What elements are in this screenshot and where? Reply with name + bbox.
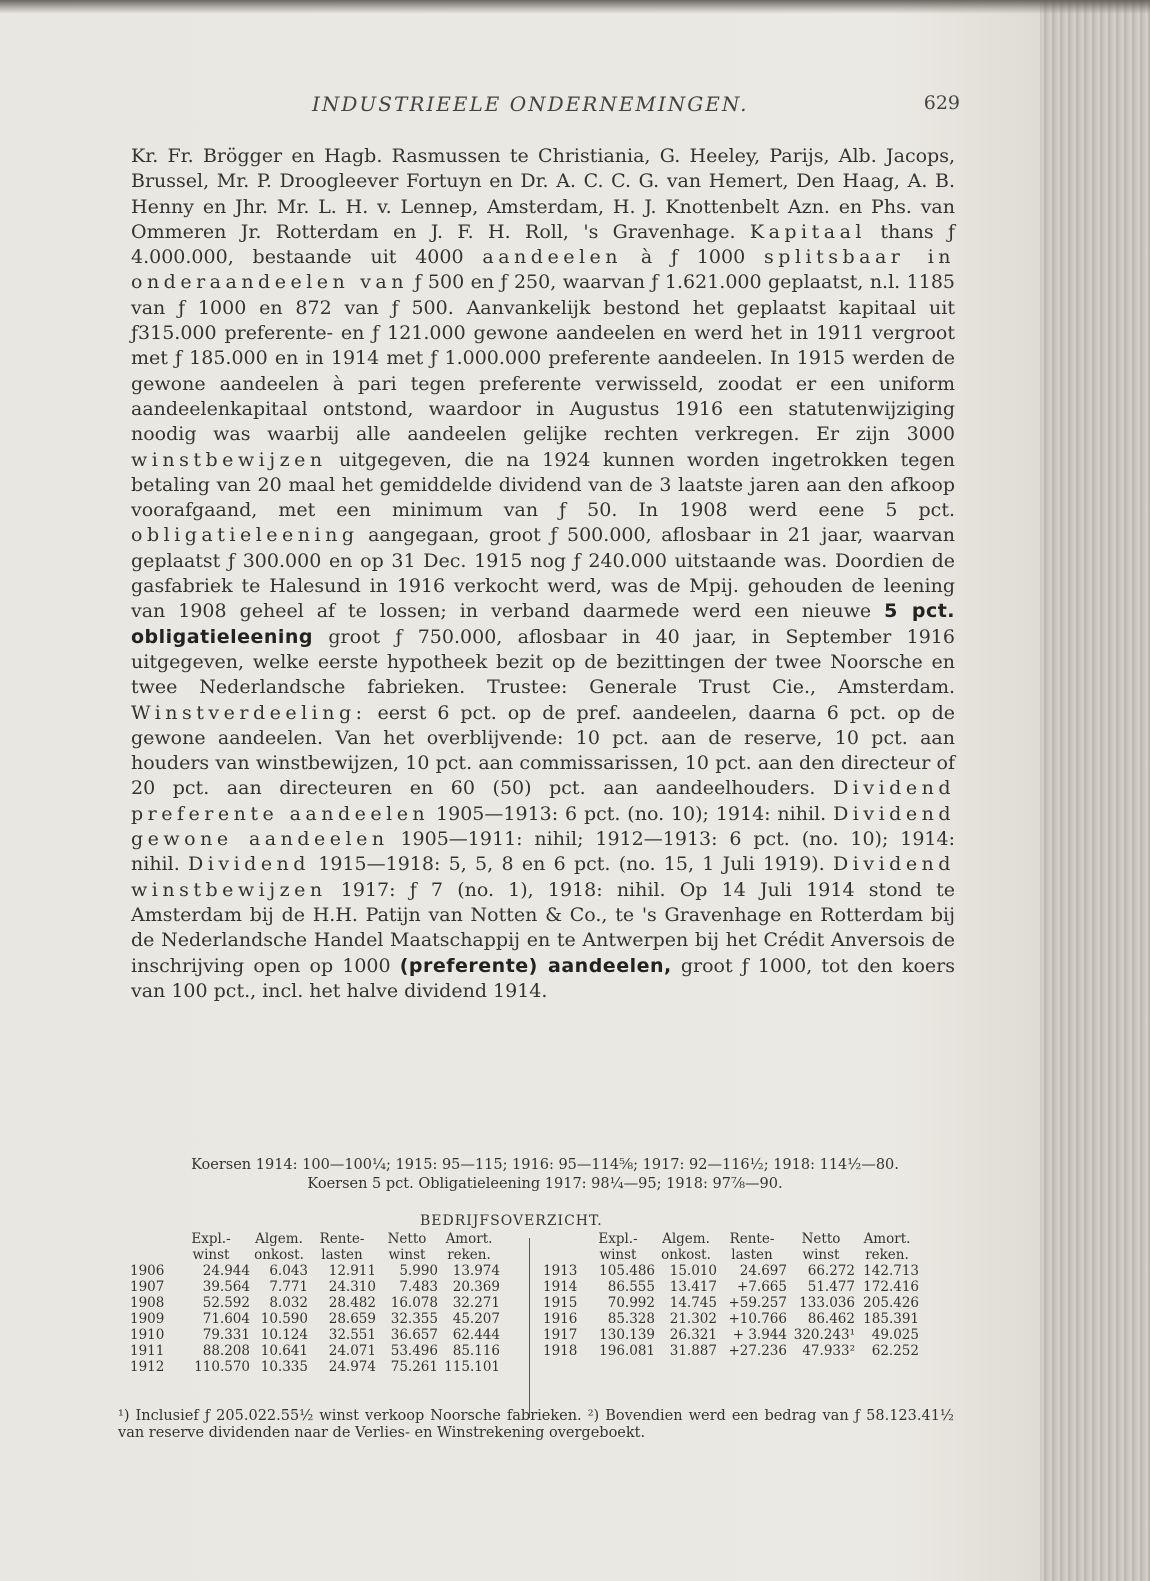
- spaced-term: Dividend preferente aandeelen: [131, 777, 955, 825]
- year-cell: 1906: [130, 1263, 165, 1279]
- table-row: [130, 1295, 500, 1311]
- year-cell: 1916: [543, 1311, 578, 1327]
- value-cell: 62.444: [452, 1327, 500, 1343]
- value-cell: 24.697: [739, 1263, 787, 1279]
- table-row: [543, 1327, 919, 1343]
- value-cell: 28.659: [328, 1311, 376, 1327]
- spaced-term: aandeelen: [482, 246, 623, 269]
- value-cell: 6.043: [269, 1263, 308, 1279]
- body-text: [131, 144, 955, 1004]
- spaced-term: Kapitaal: [749, 220, 867, 243]
- table-row: [543, 1295, 919, 1311]
- value-cell: 26.321: [669, 1327, 717, 1343]
- overview-title: BEDRIJFSOVERZICHT.: [420, 1213, 603, 1229]
- value-cell: 62.252: [871, 1343, 919, 1359]
- column-header: Amort. reken.: [863, 1231, 911, 1263]
- text-run: 1917: ƒ 7 (no. 1), 1918: nihil. Op 14 Juli 1914 stond te Amsterdam bij de H.H. Patijn van Notten & Co., te 's Gravenhage en Rotterdam bij de Nederlandsche Handel Maatschappij en te Antwerpen bij het Crédit Anversois de inschrijving open op 1000: [131, 878, 956, 977]
- spaced-term: obligatieleening: [131, 524, 359, 547]
- year-cell: 1913: [543, 1263, 578, 1279]
- book-spine: [1040, 0, 1150, 1581]
- value-cell: +10.766: [728, 1311, 787, 1327]
- value-cell: 32.551: [328, 1327, 376, 1343]
- value-cell: 24.974: [328, 1359, 376, 1375]
- value-cell: 24.071: [328, 1343, 376, 1359]
- value-cell: 71.604: [202, 1311, 250, 1327]
- table-divider: [529, 1238, 530, 1418]
- spaced-term: Dividend gewone aandeelen: [131, 802, 955, 851]
- text-run: aangegaan, groot ƒ 500.000, aflosbaar in 21 jaar, waarvan geplaatst ƒ 300.000 en op 31 Dec. 1915 nog ƒ 240.000 uitstaande was. Doordien de gasfabriek te Halesund in 1916 verkocht werd, was de Mpij. gehouden de leening van 1908 geheel af te lossen; in verband daarmede werd een nieuwe: [131, 524, 955, 623]
- value-cell: 10.124: [260, 1327, 308, 1343]
- value-cell: 79.331: [202, 1327, 250, 1343]
- value-cell: 86.555: [607, 1279, 655, 1295]
- running-title: INDUSTRIEELE ONDERNEMINGEN.: [312, 92, 749, 116]
- value-cell: 10.641: [260, 1343, 308, 1359]
- column-header: Algem. onkost.: [661, 1231, 711, 1263]
- year-cell: 1912: [130, 1359, 165, 1375]
- value-cell: 133.036: [799, 1295, 855, 1311]
- value-cell: 85.116: [452, 1343, 500, 1359]
- column-header: Amort. reken.: [445, 1231, 493, 1263]
- value-cell: 8.032: [269, 1295, 308, 1311]
- value-cell: 5.990: [399, 1263, 438, 1279]
- value-cell: 15.010: [669, 1263, 717, 1279]
- footnote-text: ¹) Inclusief ƒ 205.022.55½ winst verkoop Noorsche fabrieken. ²) Bovendien werd een bedrag van ƒ 58.123.41½ van reserve dividenden naar de Verlies- en Winstrekening overgeboekt.: [118, 1408, 954, 1441]
- table-header-row: [130, 1231, 500, 1263]
- footnotes: [118, 1408, 954, 1442]
- year-header: [130, 1231, 172, 1263]
- value-cell: 20.369: [452, 1279, 500, 1295]
- value-cell: 39.564: [202, 1279, 250, 1295]
- value-cell: 13.974: [452, 1263, 500, 1279]
- column-header: Netto winst: [387, 1231, 427, 1263]
- page-number: 629: [923, 92, 960, 114]
- value-cell: 49.025: [871, 1327, 919, 1343]
- text-run: ƒ 500 en ƒ 250, waarvan ƒ 1.621.000 geplaatst, n.l. 1185 van ƒ 1000 en 872 van ƒ 500. Aanvankelijk bestond het geplaatst kapitaal uit ƒ315.000 preferente- en ƒ 121.000 gewone aandeelen en werd het in 1911 vergroot met ƒ 185.000 en in 1914 met ƒ 1.000.000 preferente aandeelen. In 1915 werden de gewone aandeelen à pari tegen preferente verwisseld, zoodat er een uniform aandeelenkapitaal ontstond, waardoor in Augustus 1916 een statutenwijziging noodig was waarbij alle aandeelen gelijke rechten verkregen. Er zijn 3000: [131, 271, 955, 446]
- table-row: [130, 1359, 500, 1375]
- year-cell: 1914: [543, 1279, 578, 1295]
- year-header: [543, 1231, 581, 1263]
- text-run: 1905—1913: 6 pct. (no. 10); 1914: nihil.: [436, 802, 827, 825]
- value-cell: 7.483: [399, 1279, 438, 1295]
- value-cell: 28.482: [328, 1295, 376, 1311]
- table-row: [543, 1311, 919, 1327]
- text-run: groot ƒ 1000, tot den koers van 100 pct., incl. het halve dividend 1914.: [131, 954, 956, 1002]
- value-cell: 10.590: [260, 1311, 308, 1327]
- value-cell: 320.243¹: [793, 1327, 855, 1343]
- value-cell: 10.335: [260, 1359, 308, 1375]
- text-run: thans ƒ 4.000.000, bestaande uit 4000: [131, 220, 955, 269]
- main-paragraph: [131, 144, 955, 1004]
- year-cell: 1907: [130, 1279, 165, 1295]
- spaced-term: splitsbaar in onderaandeelen van: [131, 246, 956, 294]
- column-header: Rente- lasten: [319, 1231, 365, 1263]
- value-cell: 32.271: [452, 1295, 500, 1311]
- year-cell: 1909: [130, 1311, 165, 1327]
- column-header: Rente- lasten: [729, 1231, 775, 1263]
- value-cell: 47.933²: [802, 1343, 855, 1359]
- table-row: [130, 1279, 500, 1295]
- value-cell: 21.302: [669, 1311, 717, 1327]
- text-run: groot ƒ 750.000, aflosbaar in 40 jaar, in September 1916 uitgegeven, welke eerste hypotheek bezit op de bezittingen der twee Noorsche en twee Nederlandsche fabrieken. Trustee: Generale Trust Cie., Amsterdam.: [131, 625, 955, 699]
- value-cell: 36.657: [390, 1327, 438, 1343]
- table-row: [543, 1263, 919, 1279]
- value-cell: 32.355: [390, 1311, 438, 1327]
- year-cell: 1911: [130, 1343, 165, 1359]
- year-cell: 1908: [130, 1295, 165, 1311]
- value-cell: 7.771: [269, 1279, 308, 1295]
- value-cell: 24.310: [328, 1279, 376, 1295]
- value-cell: 66.272: [807, 1263, 855, 1279]
- value-cell: 13.417: [669, 1279, 717, 1295]
- table-row: [130, 1327, 500, 1343]
- value-cell: 16.078: [390, 1295, 438, 1311]
- year-cell: 1917: [543, 1327, 578, 1343]
- value-cell: 115.101: [444, 1359, 500, 1375]
- text-run: eerst 6 pct. op de pref. aandeelen, daarna 6 pct. op de gewone aandeelen. Van het overblijvende: 10 pct. aan de reserve, 10 pct. aan houders van winstbewijzen, 10 pct. aan commissarissen, 10 pct. aan den directeur of 20 pct. aan directeuren en 60 (50) pct. aan aandeelhouders.: [131, 701, 955, 800]
- value-cell: +7.665: [737, 1279, 787, 1295]
- value-cell: 185.391: [863, 1311, 919, 1327]
- spaced-term: Dividend winstbewijzen: [131, 853, 955, 901]
- text-run: uitgegeven, die na 1924 kunnen worden ingetrokken tegen betaling van 20 maal het gemiddelde dividend van de 3 laatste jaren aan den afkoop voorafgaand, met een minimum van ƒ 50. In 1908 werd eene 5 pct.: [131, 448, 955, 522]
- table-row: [130, 1311, 500, 1327]
- bold-term: (preferente) aandeelen,: [399, 954, 672, 977]
- text-run: 1915—1918: 5, 5, 8 en 6 pct. (no. 15, 1 Juli 1919).: [318, 853, 825, 876]
- spaced-term: winstbewijzen: [131, 448, 327, 471]
- value-cell: 85.328: [607, 1311, 655, 1327]
- table-row: [543, 1343, 919, 1359]
- column-header: Netto winst: [801, 1231, 841, 1263]
- value-cell: 205.426: [863, 1295, 919, 1311]
- bold-term: 5 pct. obligatieleening: [131, 600, 956, 648]
- value-cell: 86.462: [807, 1311, 855, 1327]
- koersen-obligatie-line: Koersen 5 pct. Obligatieleening 1917: 98¼—95; 1918: 97⅞—90.: [307, 1176, 783, 1192]
- value-cell: 110.570: [194, 1359, 250, 1375]
- value-cell: 52.592: [202, 1295, 250, 1311]
- overview-table-left: [130, 1231, 500, 1375]
- column-header: Expl.- winst: [598, 1231, 638, 1263]
- overview-table-right: [543, 1231, 919, 1359]
- value-cell: 31.887: [669, 1343, 717, 1359]
- value-cell: 53.496: [390, 1343, 438, 1359]
- value-cell: 14.745: [669, 1295, 717, 1311]
- year-cell: 1910: [130, 1327, 165, 1343]
- value-cell: 88.208: [202, 1343, 250, 1359]
- value-cell: +59.257: [728, 1295, 787, 1311]
- text-run: 1905—1911: nihil; 1912—1913: 6 pct. (no. 10); 1914: nihil.: [131, 828, 955, 876]
- spaced-term: Dividend: [188, 853, 310, 876]
- table-row: [130, 1343, 500, 1359]
- table-row: [543, 1279, 919, 1295]
- table-header-row: [543, 1231, 919, 1263]
- koersen-line: Koersen 1914: 100—100¼; 1915: 95—115; 1916: 95—114⅝; 1917: 92—116½; 1918: 114½—80.: [191, 1157, 899, 1173]
- column-header: Expl.- winst: [191, 1231, 231, 1263]
- value-cell: 75.261: [390, 1359, 438, 1375]
- value-cell: 142.713: [863, 1263, 919, 1279]
- page-header: [130, 92, 960, 122]
- table-row: [130, 1263, 500, 1279]
- value-cell: 196.081: [599, 1343, 655, 1359]
- year-cell: 1918: [543, 1343, 578, 1359]
- value-cell: 51.477: [807, 1279, 855, 1295]
- column-header: Algem. onkost.: [254, 1231, 304, 1263]
- value-cell: 172.416: [863, 1279, 919, 1295]
- value-cell: 24.944: [202, 1263, 250, 1279]
- value-cell: 12.911: [328, 1263, 376, 1279]
- value-cell: 105.486: [599, 1263, 655, 1279]
- text-run: à ƒ 1000: [640, 246, 746, 269]
- text-run: Kr. Fr. Brögger en Hagb. Rasmussen te Christiania, G. Heeley, Parijs, Alb. Jacops, Brussel, Mr. P. Droogleever Fortuyn en Dr. A. C. C. G. van Hemert, Den Haag, A. B. Henny en Jhr. Mr. L. H. v. Lennep, Amsterdam, H. J. Knottenbelt Azn. en Phs. van Ommeren Jr. Rotterdam en J. F. H. Roll, 's Gravenhage.: [131, 145, 955, 243]
- value-cell: 45.207: [452, 1311, 500, 1327]
- spaced-term: Winstverdeeling:: [131, 701, 367, 724]
- scan-shadow: [0, 0, 1150, 14]
- value-cell: +27.236: [728, 1343, 787, 1359]
- value-cell: 70.992: [607, 1295, 655, 1311]
- value-cell: 130.139: [599, 1327, 655, 1343]
- year-cell: 1915: [543, 1295, 578, 1311]
- value-cell: + 3.944: [732, 1327, 787, 1343]
